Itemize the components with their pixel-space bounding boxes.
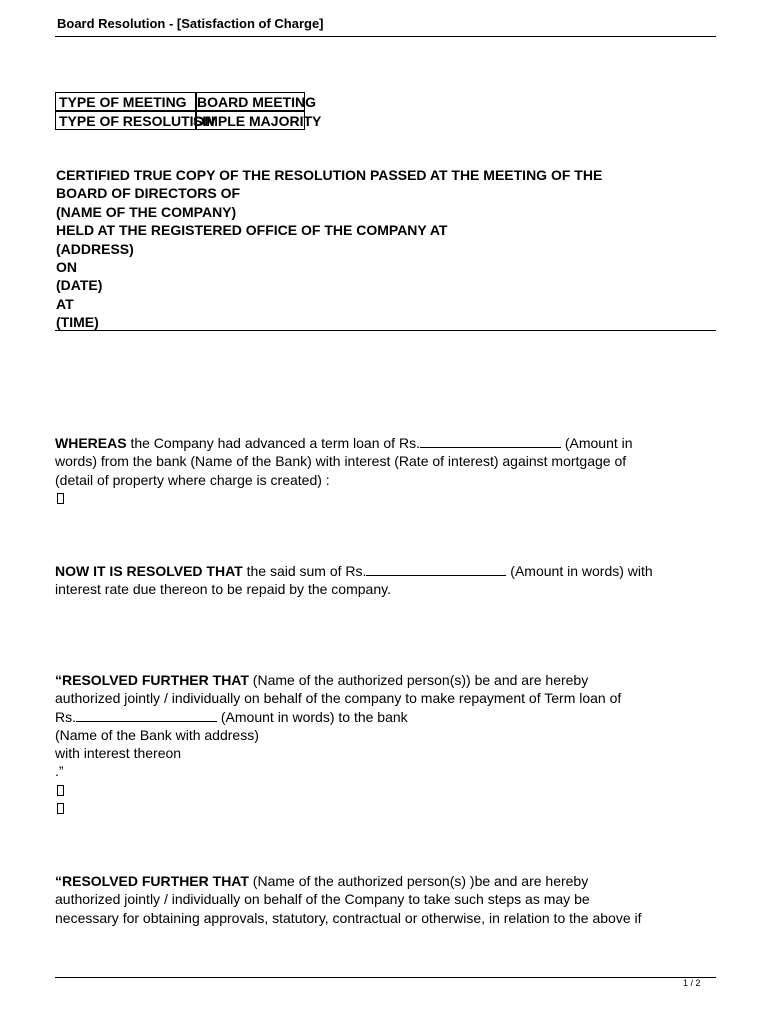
amount-blank[interactable] [76, 709, 217, 722]
resolved-further-text: authorized jointly / individually on behalf of the Company to take such steps as may be [55, 891, 590, 908]
meeting-type-value: BOARD MEETING [197, 94, 316, 110]
header-rule [55, 36, 716, 37]
bullet-box-icon [57, 785, 64, 796]
resolved-further-text: (Name of the authorized person(s)) be and are hereby [248, 672, 589, 688]
certified-line: ON [56, 259, 77, 276]
resolved-further-lead: “RESOLVED FURTHER THAT [55, 672, 249, 688]
section-rule [55, 330, 716, 331]
amount-blank[interactable] [420, 435, 561, 448]
resolved-further-text: .” [55, 763, 64, 780]
page-number: 1 / 2 [683, 978, 701, 988]
resolved-further-paragraph-2 [55, 872, 715, 927]
bullet-box-icon [57, 803, 64, 814]
resolution-type-value: SIMPLE MAJORITY [193, 113, 322, 129]
meeting-type-row [55, 92, 455, 111]
certified-line: BOARD OF DIRECTORS OF [56, 185, 241, 202]
resolved-further-text: Rs. [55, 708, 76, 725]
certified-line: CERTIFIED TRUE COPY OF THE RESOLUTION PASSED AT THE MEETING OF THE [56, 167, 603, 183]
resolved-further-text: authorized jointly / individually on behalf of the company to make repayment of Term loan of [55, 690, 622, 707]
whereas-paragraph [55, 434, 715, 507]
resolved-text: interest rate due thereon to be repaid by the company. [55, 581, 391, 598]
certified-line: (ADDRESS) [56, 240, 134, 257]
amount-blank[interactable] [366, 563, 506, 576]
resolved-further-text: with interest thereon [55, 745, 182, 762]
certified-line: (DATE) [56, 277, 103, 294]
resolved-further-text: (Name of the authorized person(s) )be and are hereby [248, 873, 589, 889]
certified-copy-block [56, 166, 602, 332]
resolved-further-paragraph [55, 671, 715, 817]
resolved-further-lead: “RESOLVED FURTHER THAT [55, 873, 249, 889]
resolved-lead: NOW IT IS RESOLVED THAT [55, 563, 243, 579]
resolved-text: the said sum of Rs. [242, 563, 367, 579]
certified-line: (NAME OF THE COMPANY) [56, 203, 237, 220]
resolution-type-row [55, 111, 455, 130]
resolution-type-label: TYPE OF RESOLUTION [59, 113, 215, 129]
resolved-text: (Amount in words) with [506, 563, 653, 579]
bullet-box-icon [57, 493, 64, 504]
resolved-further-text: necessary for obtaining approvals, statutory, contractual or otherwise, in relation to the above if [55, 909, 642, 926]
certified-line: (TIME) [56, 314, 99, 331]
whereas-lead: WHEREAS [55, 435, 127, 451]
whereas-text: (detail of property where charge is created) : [55, 471, 330, 488]
whereas-text: (Amount in [560, 435, 633, 451]
resolved-further-text: (Amount in words) to the bank [217, 708, 408, 725]
whereas-text: words) from the bank (Name of the Bank) with interest (Rate of interest) against mortgage of [55, 453, 627, 470]
meeting-type-label: TYPE OF MEETING [59, 94, 187, 110]
document-header-title: Board Resolution - [Satisfaction of Charge] [57, 16, 324, 31]
resolved-further-text: (Name of the Bank with address) [55, 726, 259, 743]
resolved-paragraph [55, 562, 715, 599]
whereas-text: the Company had advanced a term loan of Rs. [126, 435, 420, 451]
certified-line: HELD AT THE REGISTERED OFFICE OF THE COMPANY AT [56, 222, 448, 239]
footer-rule [55, 977, 716, 978]
certified-line: AT [56, 295, 74, 312]
